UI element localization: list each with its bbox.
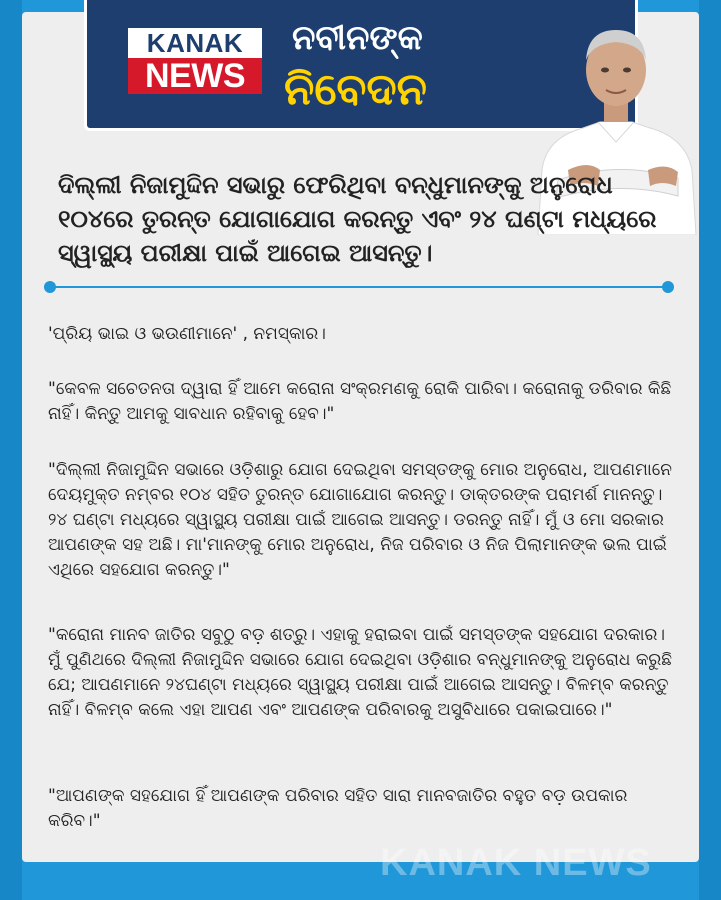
paragraph-awareness: "କେବଳ ସଚେତନତା ଦ୍ୱାରା ହିଁ ଆମେ କରୋନା ସଂକ୍ରମଣକୁ ରୋକି ପାରିବା। କରୋନାକୁ ଡରିବାର କିଛି ନାହିଁ। କିନ୍ତୁ ଆମକୁ ସାବଧାନ ରହିବାକୁ ହେବ।" [48,379,672,424]
greeting: 'ପ୍ରିୟ ଭାଇ ଓ ଭଉଣୀମାନେ' , ନମସ୍କାର। [48,324,326,344]
divider [48,286,670,288]
logo-bottom-text: NEWS [128,58,262,94]
divider-dot-right [662,281,674,293]
headline: ଦିଲ୍ଲୀ ନିଜାମୁଦ୍ଦିନ ସଭାରୁ ଫେରିଥିବା ବନ୍ଧୁମାନଙ୍କୁ ଅନୁରୋଧ ୧୦୪ରେ ତୁରନ୍ତ ଯୋଗାଯୋଗ କରନ୍ତୁ ଏବଂ ୨୪ ଘଣ୍ଟା ମଧ୍ୟରେ ସ୍ୱାସ୍ଥ୍ୟ ପରୀକ୍ଷା ପାଇଁ ଆଗେଇ ଆସନ୍ତୁ। [58,171,657,267]
logo-top-text: KANAK [128,28,262,58]
paragraph-corona-enemy: "କରୋନା ମାନବ ଜାତିର ସବୁଠୁ ବଡ଼ ଶତ୍ରୁ। ଏହାକୁ ହରାଇବା ପାଇଁ ସମସ୍ତଙ୍କ ସହଯୋଗ ଦରକାର। ମୁଁ ପୁଣିଥରେ ଦିଲ୍ଲୀ ନିଜାମୁଦ୍ଦିନ ସଭାରେ ଯୋଗ ଦେଇଥିବା ଓଡ଼ିଶାର ବନ୍ଧୁମାନଙ୍କୁ ଅନୁରୋଧ କରୁଛି ଯେ; ଆପଣମାନେ ୨୪ଘଣ୍ଟା ମଧ୍ୟରେ ସ୍ୱାସ୍ଥ୍ୟ ପରୀକ୍ଷା ପାଇଁ ଆଗେଇ ଆସନ୍ତୁ। ବିଳମ୍ବ କରନ୍ତୁ ନାହିଁ। ବିଳମ୍ବ କଲେ ଏହା ଆପଣ ଏବଂ ଆପଣଙ୍କ ପରିବାରକୁ ଅସୁବିଧାରେ ପକାଇପାରେ।" [48,625,673,720]
kanak-news-logo [128,28,262,94]
paragraph-request: "ଦିଲ୍ଲୀ ନିଜାମୁଦ୍ଦିନ ସଭାରେ ଓଡ଼ିଶାରୁ ଯୋଗ ଦେଇଥିବା ସମସ୍ତଙ୍କୁ ମୋର ଅନୁରୋଧ, ଆପଣମାନେ ଦେୟମୁକ୍ତ ନମ୍ବର ୧୦୪ ସହିତ ତୁରନ୍ତ ଯୋଗାଯୋଗ କରନ୍ତୁ। ଡାକ୍ତରଙ୍କ ପରାମର୍ଶ ମାନନ୍ତୁ। ୨୪ ଘଣ୍ଟା ମଧ୍ୟରେ ସ୍ୱାସ୍ଥ୍ୟ ପରୀକ୍ଷା ପାଇଁ ଆଗେଇ ଆସନ୍ତୁ। ଡରନ୍ତୁ ନାହିଁ। ମୁଁ ଓ ମୋ ସରକାର ଆପଣଙ୍କ ସହ ଅଛି। ମା'ମାନଙ୍କୁ ମୋର ଅନୁରୋଧ, ନିଜ ପରିବାର ଓ ନିଜ ପିଲାମାନଙ୍କ ଭଲ ପାଇଁ ଏଥିରେ ସହଯୋଗ କରନ୍ତୁ।" [48,460,672,580]
header-title-line2: ନିବେଦନ [284,64,427,115]
watermark: KANAK NEWS [380,842,652,884]
left-border [0,0,22,900]
divider-dot-left [44,281,56,293]
paragraph-cooperation: "ଆପଣଙ୍କ ସହଯୋଗ ହିଁ ଆପଣଙ୍କ ପରିବାର ସହିତ ସାରା ମାନବଜାତିର ବହୁତ ବଡ଼ ଉପକାର କରିବ।" [48,786,628,831]
header-title-line1: ନବୀନଙ୍କ [292,18,423,58]
